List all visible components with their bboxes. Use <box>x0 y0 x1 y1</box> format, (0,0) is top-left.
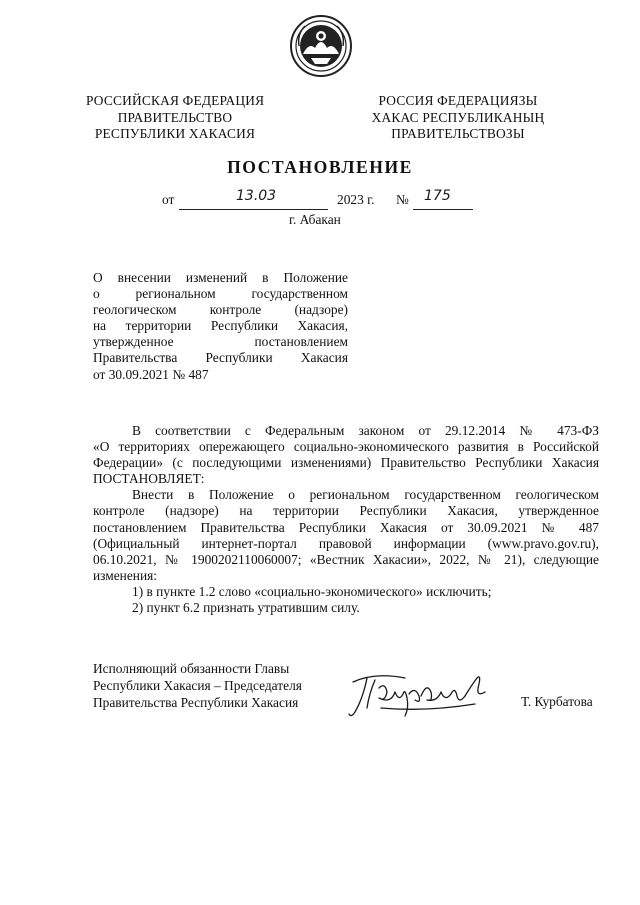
header-left-line-1: РОССИЙСКАЯ ФЕДЕРАЦИЯ <box>86 93 265 108</box>
handwritten-signature <box>345 668 497 720</box>
subject-line: утвержденное постановлением <box>93 334 348 350</box>
subject-block <box>93 270 348 383</box>
body-line: Внести в Положение о региональном государственном геологическом <box>132 487 599 503</box>
date-prefix: от <box>162 192 175 207</box>
subject-line: на территории Республики Хакасия, <box>93 318 348 334</box>
signatory-position-line: Правительства Республики Хакасия <box>93 695 299 710</box>
body-line: постановлением Правительства Республики Хакасия от 30.09.2021 № 487 <box>93 519 599 535</box>
body-line: «О территориях опережающего социально-экономического развития в Российской <box>93 439 599 455</box>
body-line: контроле (надзоре) на территории Республики Хакасия, утвержденное <box>93 503 599 519</box>
number-sign: № <box>396 192 409 207</box>
body-line: изменения: <box>93 567 158 583</box>
subject-line: Правительства Республики Хакасия <box>93 350 348 366</box>
body-line: 1) в пункте 1.2 слово «социально-экономического» исключить; <box>132 583 492 599</box>
body-line: Федерации» (с последующими изменениями) Правительство Республики Хакасия <box>93 455 599 471</box>
subject-line: геологическом контроле (надзоре) <box>93 302 348 318</box>
body-line: 06.10.2021, № 1900202110060007; «Вестник Хакасии», 2022, № 21), следующие <box>93 551 599 567</box>
city: г. Абакан <box>289 212 341 227</box>
header-right <box>370 93 546 143</box>
number-handwritten: 175 <box>424 188 451 204</box>
signatory-position-line: Республики Хакасия – Председателя <box>93 678 302 693</box>
body-line: В соответствии с Федеральным законом от 29.12.2014 № 473-ФЗ <box>132 423 599 438</box>
subject-line: О внесении изменений в Положение <box>93 270 348 285</box>
signatory-position <box>93 660 302 711</box>
year: 2023 г. <box>337 192 375 207</box>
signatory-position-line: Исполняющий обязанности Главы <box>93 661 290 676</box>
signatory-name: Т. Курбатова <box>521 694 593 709</box>
subject-line: о региональном государственном <box>93 286 348 302</box>
header-right-line-3: ПРАВИТЕЛЬСТВОЗЫ <box>391 126 525 141</box>
subject-line: от 30.09.2021 № 487 <box>93 366 209 382</box>
header-left-line-3: РЕСПУБЛИКИ ХАКАСИЯ <box>94 126 256 141</box>
body-line: (Официальный интернет-портал правовой информации (www.pravo.gov.ru), <box>93 535 599 551</box>
body-line: 2) пункт 6.2 признать утратившим силу. <box>132 600 360 616</box>
date-handwritten: 13.03 <box>236 188 277 204</box>
header-right-line-2: ХАКАС РЕСПУБЛИКАНЫҢ <box>371 109 545 125</box>
body-text <box>93 423 599 616</box>
coat-of-arms-seal <box>289 14 353 78</box>
body-line: ПОСТАНОВЛЯЕТ: <box>93 471 205 487</box>
header-right-line-1: РОССИЯ ФЕДЕРАЦИЯЗЫ <box>378 93 538 108</box>
document-type-title: ПОСТАНОВЛЕНИЕ <box>227 157 413 177</box>
header-left <box>86 93 264 143</box>
header-left-line-2: ПРАВИТЕЛЬСТВО <box>117 109 233 125</box>
